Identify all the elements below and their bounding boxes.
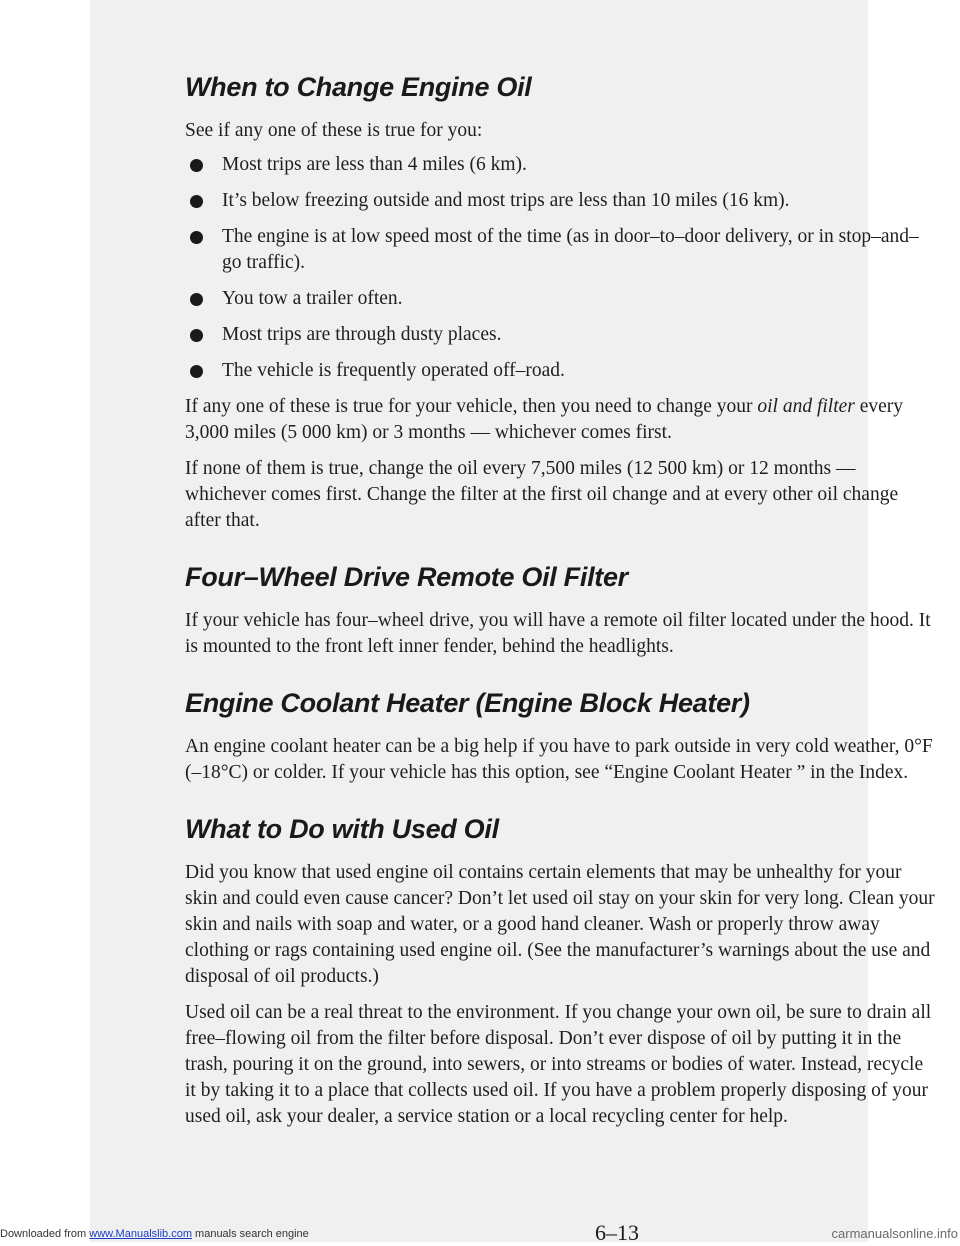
watermark: carmanualsonline.info	[831, 1226, 958, 1241]
list-item-text: It’s below freezing outside and most trips are less than 10 miles (16 km).	[222, 190, 790, 211]
section-remote-oil-filter	[185, 560, 935, 660]
paragraph: Used oil can be a real threat to the environment. If you change your own oil, be sure to drain all free–flowing oil from the filter before disposal. Don’t ever dispose of oil by putting it in the trash, pouring it on the ground, into sewers, or into streams or bodies of water. Instead, recycle it by taking it to a place that collects used oil. If you have a problem properly disposing of your used oil, ask your dealer, a service station or a local recycling center for help.	[185, 1002, 932, 1127]
paragraph: If none of them is true, change the oil every 7,500 miles (12 500 km) or 12 months — whichever comes first. Change the filter at the first oil change and at every other oil change after that.	[185, 458, 899, 531]
page-content	[185, 70, 935, 1156]
paragraph: See if any one of these is true for you:	[185, 120, 483, 141]
list-item-text: Most trips are through dusty places.	[222, 324, 502, 345]
section-heading: Four–Wheel Drive Remote Oil Filter	[185, 562, 628, 592]
download-footer	[0, 1228, 309, 1240]
list-item	[185, 152, 935, 178]
paragraph-text: every 3,000 miles (5 000 km) or 3 months — whichever comes first.	[185, 396, 904, 443]
condition-list	[185, 152, 935, 384]
manualslib-link[interactable]: www.Manualslib.com	[89, 1228, 192, 1240]
emphasis-text: oil and filter	[757, 396, 855, 417]
list-item	[185, 224, 935, 276]
paragraph: If your vehicle has four–wheel drive, you will have a remote oil filter located under the hood. It is mounted to the front left inner fender, behind the headlights.	[185, 610, 931, 657]
section-heading: Engine Coolant Heater (Engine Block Heater)	[185, 688, 750, 718]
list-item	[185, 322, 935, 348]
section-heading: What to Do with Used Oil	[185, 814, 499, 844]
bullet-icon	[190, 365, 203, 378]
bullet-icon	[190, 159, 203, 172]
list-item-text: The engine is at low speed most of the time (as in door–to–door delivery, or in stop–and–go traffic).	[222, 226, 919, 273]
bullet-icon	[190, 195, 203, 208]
section-when-to-change-oil	[185, 70, 935, 534]
list-item-text: The vehicle is frequently operated off–road.	[222, 360, 565, 381]
list-item	[185, 286, 935, 312]
paragraph	[185, 394, 935, 446]
section-used-oil	[185, 812, 935, 1130]
bullet-icon	[190, 231, 203, 244]
section-coolant-heater	[185, 686, 935, 786]
bullet-icon	[190, 293, 203, 306]
paragraph-text: If any one of these is true for your vehicle, then you need to change your	[185, 396, 758, 417]
page-number: 6–13	[595, 1220, 639, 1245]
footer-prefix: Downloaded from	[0, 1228, 90, 1240]
paragraph: An engine coolant heater can be a big help if you have to park outside in very cold weather, 0°F (–18°C) or colder. If your vehicle has this option, see “Engine Coolant Heater ” in the Index.	[185, 736, 933, 783]
list-item	[185, 188, 935, 214]
list-item	[185, 358, 935, 384]
footer-suffix: manuals search engine	[191, 1228, 309, 1240]
paragraph: Did you know that used engine oil contains certain elements that may be unhealthy for your skin and could even cause cancer? Don’t let used oil stay on your skin for very long. Clean your skin and nails with soap and water, or a good hand cleaner. Wash or properly throw away clothing or rags containing used engine oil. (See the manufacturer’s warnings about the use and disposal of oil products.)	[185, 862, 935, 987]
list-item-text: Most trips are less than 4 miles (6 km).	[222, 154, 527, 175]
section-heading: When to Change Engine Oil	[185, 72, 532, 102]
list-item-text: You tow a trailer often.	[222, 288, 403, 309]
bullet-icon	[190, 329, 203, 342]
